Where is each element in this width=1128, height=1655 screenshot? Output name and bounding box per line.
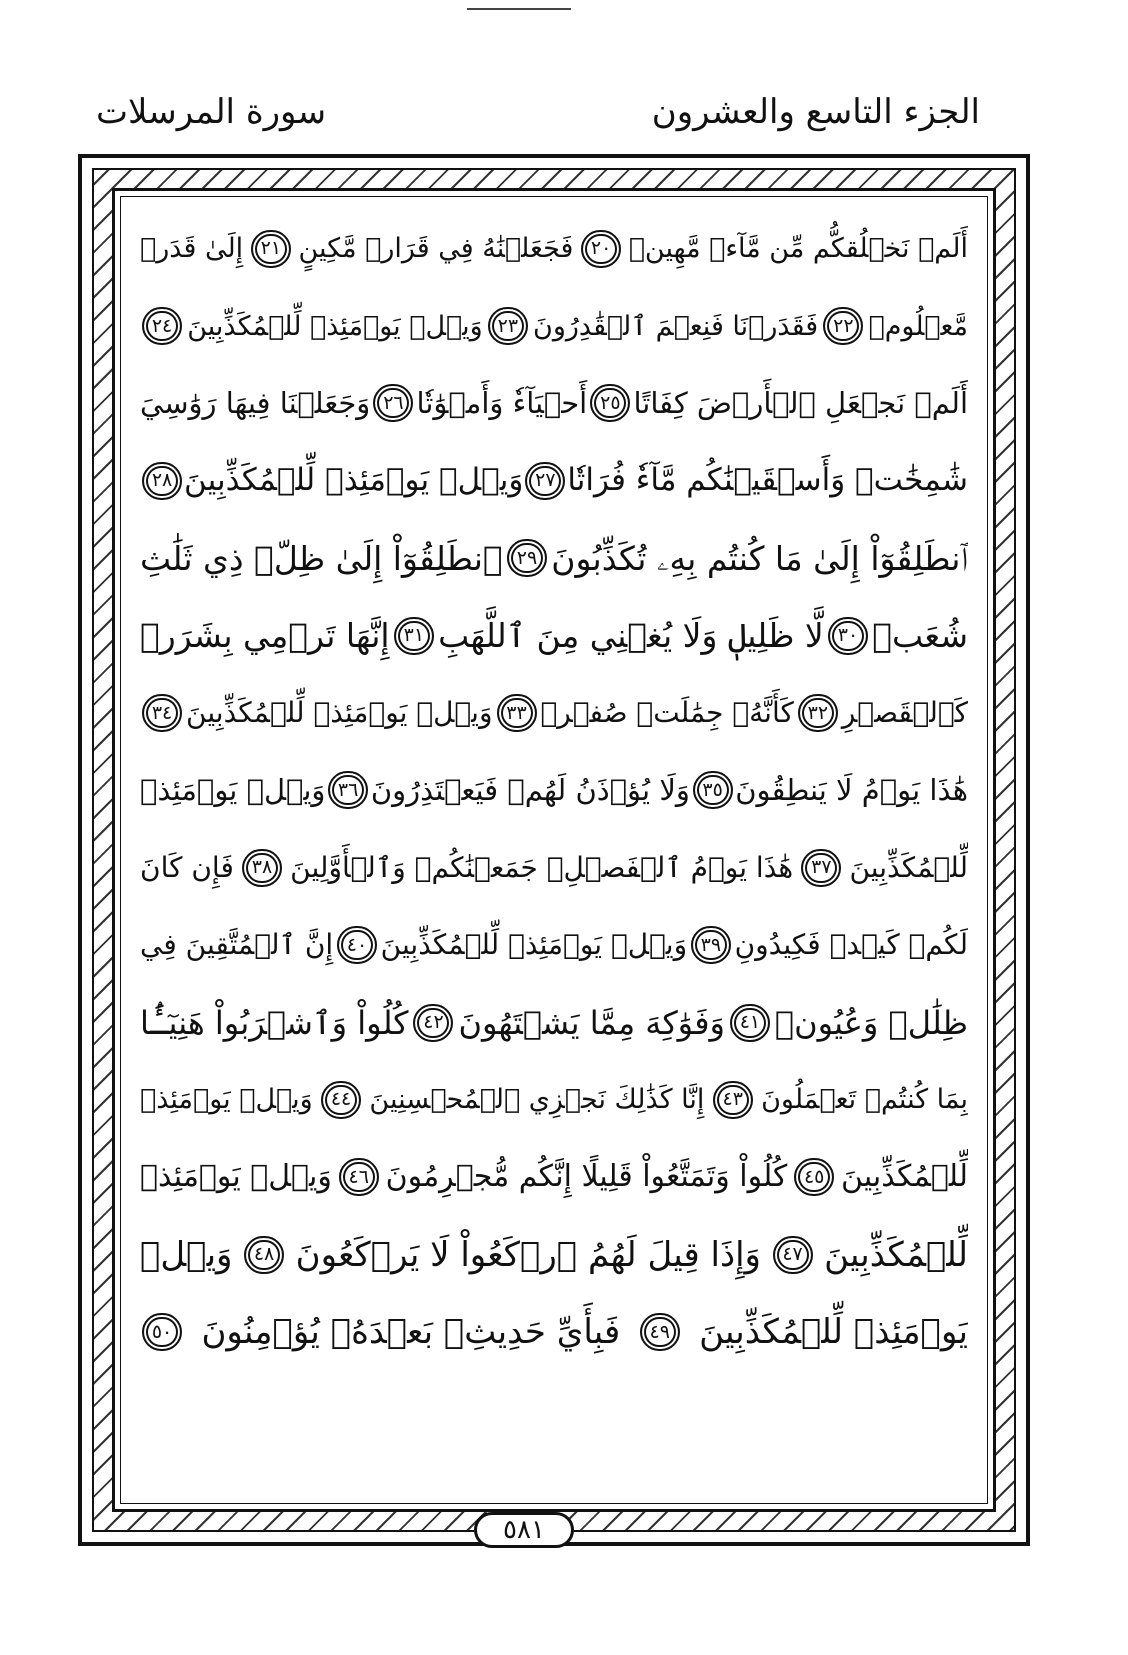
verse-text-segment: هَٰذَا يَوۡمُ ٱلۡفَصۡلِۖ جَمَعۡنَٰكُمۡ وَٱلۡأَوَّلِينَ: [290, 850, 794, 884]
ayah-number-marker: ٣٥: [693, 771, 733, 809]
juz-title: الجزء التاسع والعشرون: [651, 92, 980, 132]
ayah-number-marker: ٤٠: [337, 926, 377, 964]
verse-line: [140, 1139, 968, 1216]
ayah-number-marker: ٢٢: [823, 307, 863, 345]
verse-text-segment: لِّلۡمُكَذِّبِينَ: [824, 1234, 968, 1275]
verse-line: [140, 365, 968, 442]
verse-text-segment: ظِلَٰلٖ وَعُيُونٖ: [774, 1003, 968, 1042]
verse-text-segment: يَوۡمَئِذٖ لِّلۡمُكَذِّبِينَ: [699, 1312, 968, 1353]
verse-text-segment: وَيۡلٞ يَوۡمَئِذٖ لِّلۡمُكَذِّبِينَ: [186, 696, 493, 730]
verse-text-segment: وَيۡلٞ: [140, 1234, 233, 1275]
verse-text-segment: إِنَّهَا تَرۡمِي بِشَرَرٖ: [140, 616, 390, 656]
verse-text-segment: كَأَنَّهُۥ جِمَٰلَتٞ صُفۡرٞ: [540, 696, 794, 730]
verse-text-segment: إِنَّ ٱلۡمُتَّقِينَ فِي: [140, 928, 334, 962]
ayah-number-marker: ٤٣: [713, 1081, 753, 1119]
verse-text-segment: كُلُواْ وَٱشۡرَبُواْ هَنِيٓـَٔۢا: [140, 1003, 409, 1042]
verse-text-segment: لَّا ظَلِيلٖ وَلَا يُغۡنِي مِنَ ٱللَّهَبِ: [438, 616, 824, 656]
verse-line: [140, 1216, 968, 1293]
verse-text-segment: مَّعۡلُومٖ: [868, 310, 968, 342]
verse-text-segment: شَٰمِخَٰتٖ وَأَسۡقَيۡنَٰكُم مَّآءٗ فُرَاتٗا: [567, 462, 968, 499]
verse-text-segment: ٱنطَلِقُوٓاْ إِلَىٰ ظِلّٖ ذِي ثَلَٰثِ: [140, 538, 503, 578]
verse-line: [140, 597, 968, 674]
verse-line: [140, 287, 968, 364]
verse-text-segment: هَٰذَا يَوۡمُ لَا يَنطِقُونَ: [735, 772, 968, 807]
ayah-number-marker: ٤١: [730, 1004, 770, 1042]
verse-text-segment: وَإِذَا قِيلَ لَهُمُ ٱرۡكَعُواْ لَا يَرۡكَعُونَ: [295, 1234, 761, 1275]
verse-text-segment: فَقَدَرۡنَا فَنِعۡمَ ٱلۡقَٰدِرُونَ: [533, 310, 819, 342]
verse-text-segment: شُعَبٖ: [872, 616, 968, 656]
ayah-number-marker: ٣٠: [828, 617, 868, 655]
ayah-number-marker: ٢٧: [525, 462, 565, 500]
verse-text-segment: إِنَّا كَذَٰلِكَ نَجۡزِي ٱلۡمُحۡسِنِينَ: [369, 1084, 705, 1116]
ayah-number-marker: ٢٩: [507, 539, 547, 577]
verse-text-segment: وَيۡلٞ يَوۡمَئِذٖ لِّلۡمُكَذِّبِينَ: [380, 928, 688, 962]
ayah-number-marker: ٢٣: [488, 307, 528, 345]
verse-line: [140, 674, 968, 751]
ayah-number-marker: ٢٤: [142, 307, 182, 345]
verse-line: [140, 520, 968, 597]
ayah-number-marker: ٤٢: [413, 1004, 453, 1042]
verse-text-segment: أَلَمۡ نَجۡعَلِ ٱلۡأَرۡضَ كِفَاتًا: [633, 385, 968, 420]
ayah-number-marker: ٢٦: [373, 384, 413, 422]
ayah-number-marker: ٢٨: [142, 462, 182, 500]
surah-title: سورة المرسلات: [96, 92, 327, 132]
ayah-number-marker: ٣٨: [242, 849, 282, 887]
ayah-number-marker: ٤٥: [794, 1158, 834, 1196]
verse-text-segment: ٱنطَلِقُوٓاْ إِلَىٰ مَا كُنتُم بِهِۦ تُكَذِّبُونَ: [551, 538, 968, 578]
verse-text-segment: وَيۡلٞ يَوۡمَئِذٖ لِّلۡمُكَذِّبِينَ: [184, 462, 524, 499]
verse-text-segment: وَيۡلٞ يَوۡمَئِذٖ: [140, 1084, 313, 1116]
ayah-number-marker: ٣٧: [801, 849, 841, 887]
verse-line: [140, 1293, 968, 1370]
ayah-number-marker: ٣١: [394, 617, 434, 655]
verse-text-segment: فَبِأَيِّ حَدِيثِۭ بَعۡدَهُۥ يُؤۡمِنُونَ: [201, 1312, 621, 1353]
verse-text-segment: وَجَعَلۡنَا فِيهَا رَوَٰسِيَ: [140, 385, 371, 420]
verse-text-segment: لِّلۡمُكَذِّبِينَ: [849, 850, 968, 884]
verse-text-segment: فَإِن كَانَ: [140, 850, 234, 884]
verse-line: [140, 907, 968, 984]
ayah-number-marker: ٣٦: [328, 771, 368, 809]
verse-line: [140, 752, 968, 829]
ayah-number-marker: ٤٤: [321, 1081, 361, 1119]
verse-text-segment: وَيۡلٞ يَوۡمَئِذٖ لِّلۡمُكَذِّبِينَ: [187, 310, 483, 342]
verse-text-segment: وَيۡلٞ يَوۡمَئِذٖ: [140, 772, 326, 807]
ayah-number-marker: ٥٠: [142, 1313, 182, 1351]
verse-text-segment: فَجَعَلۡنَٰهُ فِي قَرَارٖ مَّكِينٍ: [298, 233, 574, 265]
ayah-number-marker: ٣٩: [691, 926, 731, 964]
verse-line: [140, 984, 968, 1061]
top-rule: [467, 8, 571, 10]
verse-text-segment: وَيۡلٞ يَوۡمَئِذٖ: [140, 1159, 332, 1195]
verse-text-segment: أَحۡيَآءٗ وَأَمۡوَٰتٗا: [416, 385, 588, 420]
verse-text-segment: إِلَىٰ قَدَرٖ: [140, 233, 244, 265]
verse-text-segment: كُلُواْ وَتَمَتَّعُواْ قَلِيلًا إِنَّكُم مُّجۡرِمُونَ: [385, 1159, 788, 1195]
ayah-number-marker: ٢٠: [581, 230, 621, 268]
verse-text-block: [140, 210, 968, 1371]
page-number: ٥٨١: [474, 1512, 574, 1548]
verse-line: [140, 829, 968, 906]
ayah-number-marker: ٣٤: [142, 694, 182, 732]
verse-text-segment: كَٱلۡقَصۡرِ: [841, 696, 968, 730]
verse-text-segment: لَكُمۡ كَيۡدٞ فَكِيدُونِ: [734, 928, 968, 962]
verse-line: [140, 442, 968, 519]
ayah-number-marker: ٢٥: [590, 384, 630, 422]
verse-text-segment: بِمَا كُنتُمۡ تَعۡمَلُونَ: [761, 1084, 968, 1116]
ayah-number-marker: ٣٢: [798, 694, 838, 732]
verse-text-segment: وَفَوَٰكِهَ مِمَّا يَشۡتَهُونَ: [458, 1003, 725, 1042]
verse-line: [140, 210, 968, 287]
ayah-number-marker: ٤٩: [640, 1313, 680, 1351]
ayah-number-marker: ٢١: [251, 230, 291, 268]
ayah-number-marker: ٤٧: [773, 1236, 813, 1274]
verse-text-segment: وَلَا يُؤۡذَنُ لَهُمۡ فَيَعۡتَذِرُونَ: [370, 772, 690, 807]
ayah-number-marker: ٣٣: [497, 694, 537, 732]
verse-text-segment: لِّلۡمُكَذِّبِينَ: [841, 1159, 968, 1195]
verse-line: [140, 1061, 968, 1138]
verse-text-segment: أَلَمۡ نَخۡلُقكُّم مِّن مَّآءٖ مَّهِينٖ: [628, 233, 968, 265]
ayah-number-marker: ٤٦: [339, 1158, 379, 1196]
ayah-number-marker: ٤٨: [244, 1236, 284, 1274]
